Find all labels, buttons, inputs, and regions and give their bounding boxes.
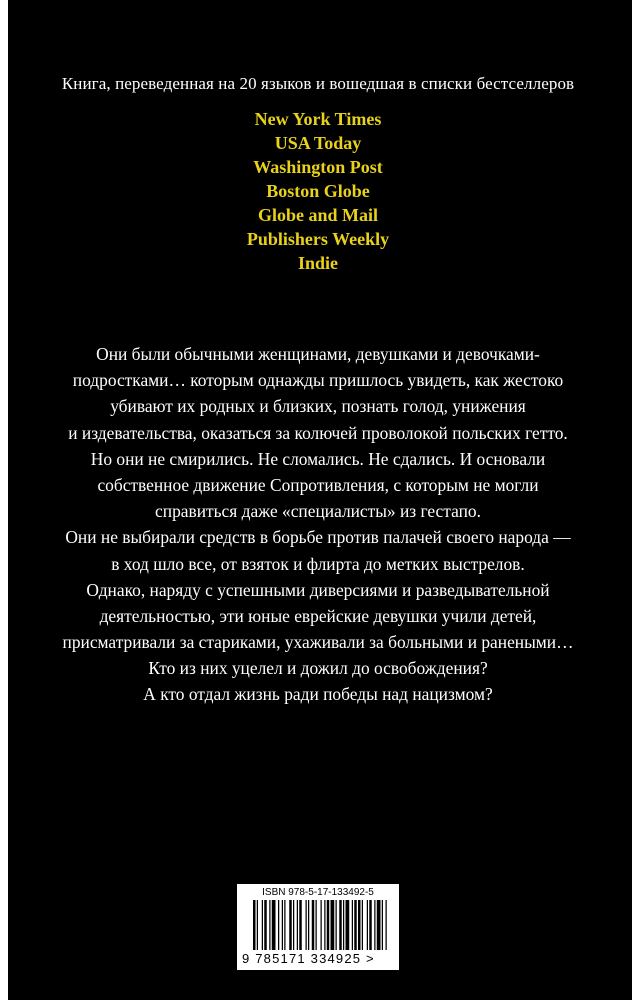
isbn-barcode	[237, 884, 399, 970]
description-line: собственное движение Сопротивления, с которым не могли	[97, 474, 539, 495]
bestseller-list-item: Indie	[297, 253, 339, 273]
book-description	[40, 341, 596, 708]
bestseller-list-item: Globe and Mail	[257, 205, 378, 225]
description-line: подростками… которым однажды пришлось увидеть, как жестоко	[72, 370, 564, 391]
bestseller-list-item: Boston Globe	[266, 181, 370, 201]
bestseller-list-item: Washington Post	[253, 157, 383, 177]
description-line: А кто отдал жизнь ради победы над нацизмом?	[143, 684, 493, 705]
description-line: Они были обычными женщинами, девушками и девочками-	[96, 344, 540, 364]
bestseller-list-item: New York Times	[254, 109, 382, 129]
description-line: Но они не смирились. Не сломались. Не сдались. И основали	[90, 448, 546, 469]
bestseller-list-item: Publishers Weekly	[246, 229, 390, 249]
isbn-label: ISBN 978-5-17-133492-5	[262, 887, 374, 898]
bestseller-lists	[0, 107, 636, 275]
description-line: Они не выбирали средств в борьбе против палачей своего народа —	[65, 527, 571, 548]
barcode-digits: 9 785171 334925 >	[242, 951, 375, 966]
description-line: Кто из них уцелел и дожил до освобождения?	[148, 658, 488, 679]
bestseller-list-item: USA Today	[274, 133, 362, 153]
description-line: в ход шло все, от взяток и флирта до метких выстрелов.	[111, 553, 525, 574]
description-line: присматривали за стариками, ухаживали за больными и ранеными…	[62, 632, 574, 653]
description-line: деятельностью, эти юные еврейские девушки учили детей,	[99, 605, 537, 626]
description-line: и издевательства, оказаться за колючей проволокой польских гетто.	[68, 422, 568, 443]
description-line: Однако, наряду с успешными диверсиями и разведывательной	[86, 579, 550, 600]
description-line: убивают их родных и близких, познать голод, унижения	[110, 396, 526, 417]
tagline: Книга, переведенная на 20 языков и вошедшая в списки бестселлеров	[61, 74, 575, 93]
description-line: справиться даже «специалисты» из гестапо.	[155, 501, 481, 522]
